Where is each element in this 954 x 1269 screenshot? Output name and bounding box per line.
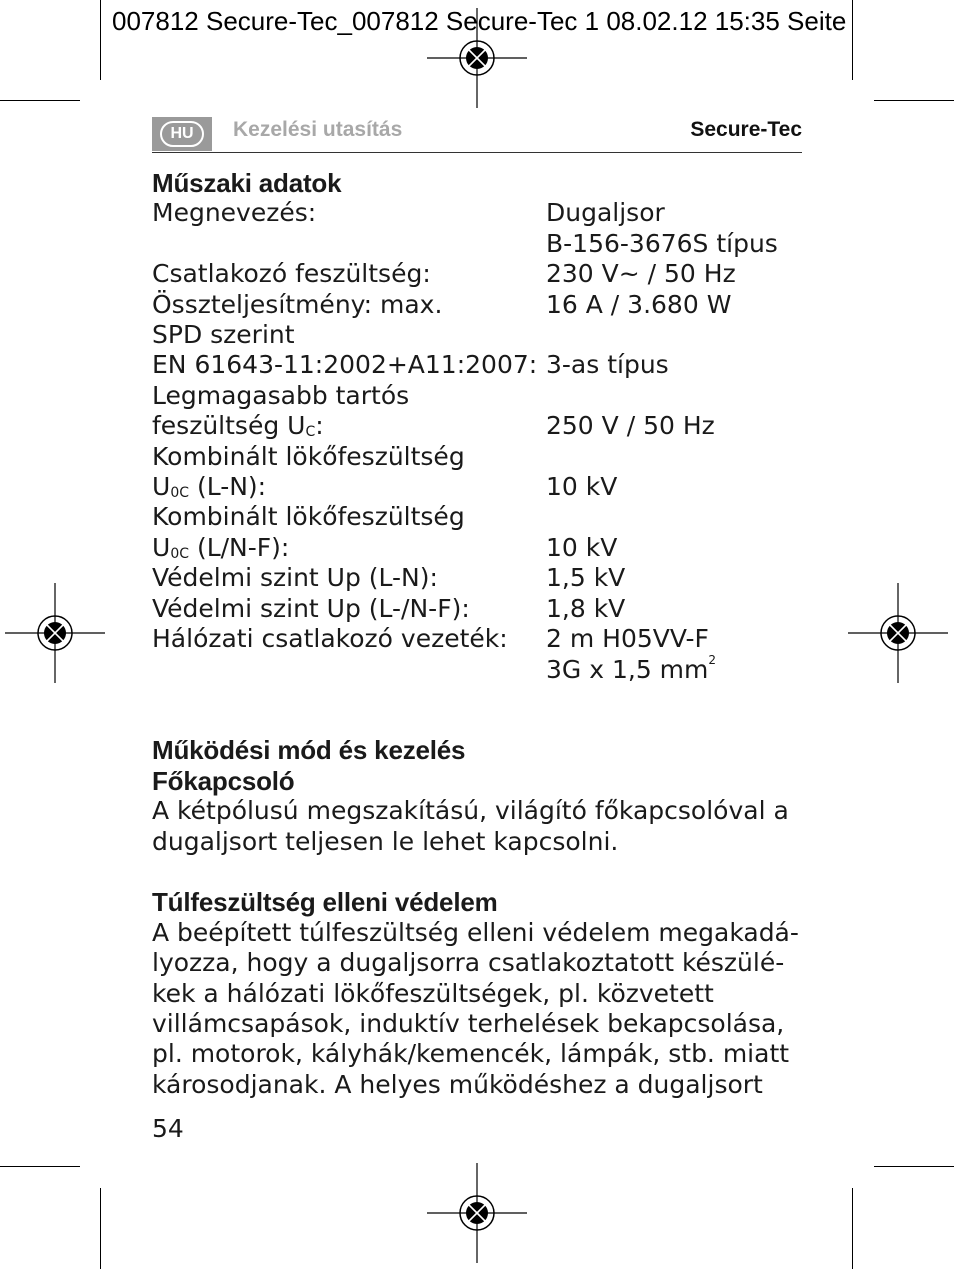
spec-value: 16 A / 3.680 W: [546, 289, 732, 319]
language-code: HU: [160, 121, 204, 147]
surge-title: Túlfeszültség elleni védelem: [152, 887, 498, 918]
page-number: 54: [152, 1114, 184, 1143]
registration-mark-icon: [427, 1163, 527, 1263]
spec-row: [152, 502, 802, 532]
spec-label: $U_{0C}$ (L-N):: [152, 472, 267, 502]
header-brand: Secure-Tec: [690, 118, 802, 141]
spec-label: Megnevezés:: [152, 198, 317, 228]
spec-row: [152, 229, 802, 259]
header-rule: [152, 152, 802, 153]
text-line: A beépített túlfeszültség elleni védelem megakadá-: [152, 917, 799, 947]
spec-value: 1,8 kV: [546, 593, 626, 623]
spec-label: Legmagasabb tartós: [152, 380, 410, 410]
spec-value: 230 V~ / 50 Hz: [546, 259, 736, 289]
spec-label: EN 61643-11:2002+A11:2007:: [152, 350, 538, 380]
spec-value: Dugaljsor: [546, 198, 665, 228]
spec-label: Összteljesítmény: max.: [152, 289, 443, 319]
spec-row: [152, 442, 802, 472]
operation-text: [152, 796, 802, 857]
operation-title: Működési mód és kezelés: [152, 735, 466, 766]
registration-mark-icon: [848, 583, 948, 683]
spec-value: [546, 442, 802, 472]
spec-label: Kombinált lökőfeszültség: [152, 441, 465, 471]
spec-row: [152, 259, 802, 289]
spec-label: feszültség $U_C$:: [152, 411, 324, 441]
spec-value: 2 m H05VV-F: [546, 624, 709, 654]
spec-value: 10 kV: [546, 472, 618, 502]
text-line: pl. motorok, kályhák/kemencék, lámpák, stb. miatt: [152, 1039, 790, 1069]
spec-row: [152, 350, 802, 380]
specs-title: Műszaki adatok: [152, 168, 342, 198]
text-line: károsodjanak. A helyes működéshez a dugaljsort: [152, 1069, 763, 1099]
text-line: lyozza, hogy a dugaljsorra csatlakoztatott készülé-: [152, 948, 785, 978]
spec-label: $U_{0C}$ (L/N-F):: [152, 532, 290, 562]
registration-mark-icon: [5, 583, 105, 683]
spec-row: [152, 624, 802, 654]
print-slug: 007812 Secure-Tec_007812 Secure-Tec 1 08.02.12 15:35 Seite: [112, 6, 847, 36]
spec-row: [152, 563, 802, 593]
spec-label: Csatlakozó feszültség:: [152, 259, 431, 289]
text-line: A kétpólusú megszakítású, világító főkapcsolóval a: [152, 796, 789, 826]
spec-value: 10 kV: [546, 532, 618, 562]
spec-label: Hálózati csatlakozó vezeték:: [152, 624, 508, 654]
spec-value: 3G x 1,5 $mm^2$: [546, 652, 717, 684]
surge-text: [152, 918, 802, 1100]
text-line: dugaljsort teljesen le lehet kapcsolni.: [152, 826, 619, 856]
spec-value: [546, 381, 802, 411]
spec-row: [152, 472, 802, 502]
spec-row: [152, 594, 802, 624]
page-content: [152, 168, 802, 1100]
spec-label: Kombinált lökőfeszültség: [152, 502, 465, 532]
spec-value: [546, 502, 802, 532]
spec-value: [546, 320, 802, 350]
spec-label: Védelmi szint Up (L-N):: [152, 563, 438, 593]
spec-row: [152, 533, 802, 563]
spec-row: [152, 411, 802, 441]
spec-label: Védelmi szint Up (L-/N-F):: [152, 593, 470, 623]
language-badge: [152, 117, 212, 151]
registration-mark-icon: [427, 8, 527, 108]
header-subtitle: Kezelési utasítás: [233, 118, 403, 141]
text-line: villámcsapások, induktív terhelések bekapcsolása,: [152, 1008, 785, 1038]
spec-row: [152, 290, 802, 320]
text-line: kek a hálózati lökőfeszültségek, pl. közvetett: [152, 978, 714, 1008]
spec-value: 3-as típus: [546, 350, 669, 380]
spec-row: [152, 198, 802, 228]
spec-label: [152, 655, 546, 685]
spec-row: [152, 320, 802, 350]
specs-table: [152, 198, 802, 685]
spec-value: B-156-3676S típus: [546, 228, 778, 258]
spec-label: [152, 229, 546, 259]
spec-row: [152, 381, 802, 411]
operation-subtitle: Főkapcsoló: [152, 765, 295, 796]
spec-label: SPD szerint: [152, 320, 295, 350]
spec-value: 250 V / 50 Hz: [546, 411, 715, 441]
spec-row: [152, 652, 802, 685]
spec-value: 1,5 kV: [546, 563, 626, 593]
